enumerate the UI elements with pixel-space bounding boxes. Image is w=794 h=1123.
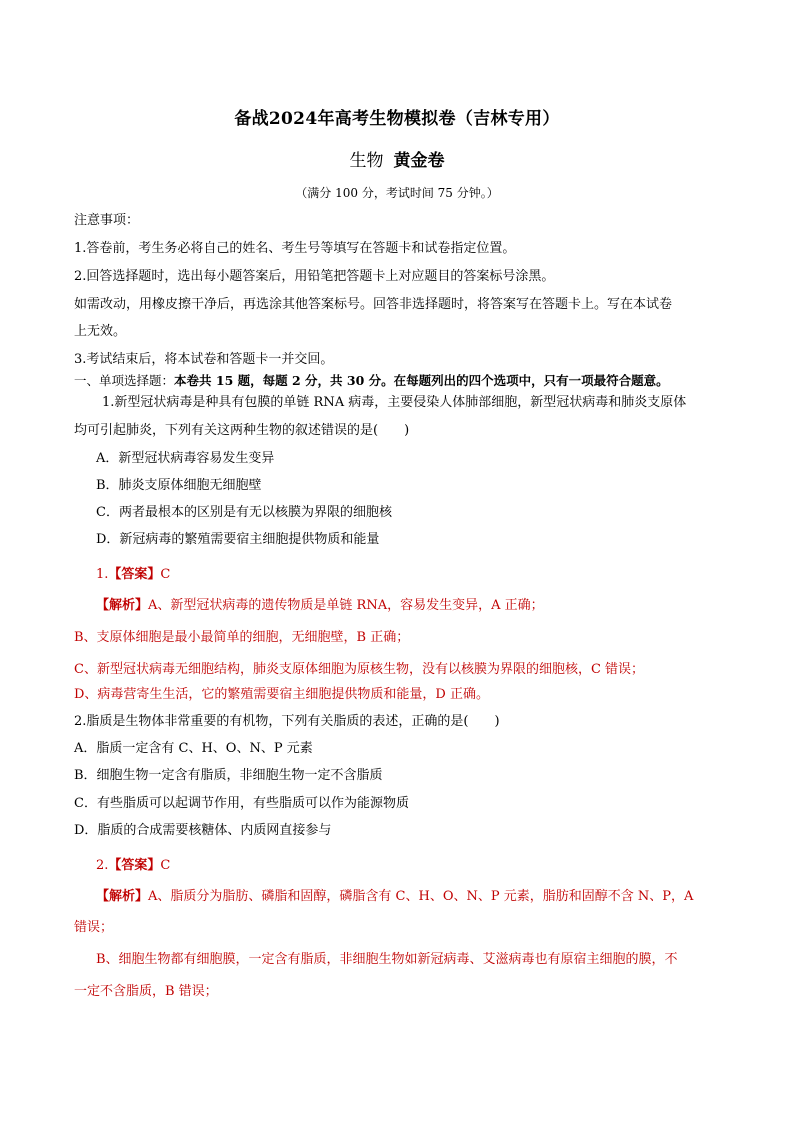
q1-option-c: C．两者最根本的区别是有无以核膜为界限的细胞核 <box>96 505 392 520</box>
q2-analysis <box>96 888 693 906</box>
q2-analysis-a: A、脂质分为脂肪、磷脂和固醇，磷脂含有 C、H、O、N、P 元素，脂肪和固醇不含 N、P，A <box>148 889 694 904</box>
section-1-rule: 本卷共 15 题，每题 2 分，共 30 分。在每题列出的 <box>174 373 469 388</box>
q2-answer-value: C <box>160 858 171 873</box>
q1-analysis-d: D、病毒营寄生生活，它的繁殖需要宿主细胞提供物质和能量，D 正确。 <box>74 687 489 702</box>
q2-option-c: C．有些脂质可以起调节作用，有些脂质可以作为能源物质 <box>74 796 409 811</box>
q2-analysis-a-continued: 错误； <box>74 920 114 935</box>
q1-analysis-tag: 【解析】 <box>96 598 149 613</box>
q2-answer-tag: 【答案】 <box>108 858 161 873</box>
q1-analysis <box>96 597 544 615</box>
section-1-rule-end: ，只有一项最符合题意。 <box>531 373 669 388</box>
note-item-2-end: 上无效。 <box>74 324 127 339</box>
q2-option-d: D．脂质的合成需要核糖体、内质网直接参与 <box>74 823 332 838</box>
q2-analysis-b-continued: 一定不含脂质，B 错误； <box>74 984 218 999</box>
section-1-heading <box>74 372 669 390</box>
q1-option-a: A．新型冠状病毒容易发生变异 <box>96 451 275 466</box>
q2-answer-number: 2. <box>96 858 109 873</box>
edition-label: 黄金卷 <box>393 151 445 171</box>
q1-analysis-a: A、新型冠状病毒的遗传物质是单链 RNA，容易发生变异，A 正确； <box>148 598 544 613</box>
q1-answer-tag: 【答案】 <box>108 567 161 582</box>
note-item-2-continued: 如需改动，用橡皮擦干净后，再选涂其他答案标号。回答非选择题时，将答案写在答题卡上。写在本试卷 <box>74 297 673 312</box>
q1-answer-value: C <box>160 567 171 582</box>
q1-answer-number: 1. <box>96 567 109 582</box>
q1-analysis-b: B、支原体细胞是最小最简单的细胞，无细胞壁，B 正确； <box>74 630 410 645</box>
q1-option-d: D．新冠病毒的繁殖需要宿主细胞提供物质和能量 <box>96 532 380 547</box>
q1-answer <box>96 566 170 584</box>
q2-analysis-tag: 【解析】 <box>96 889 149 904</box>
q1-stem: 1.新型冠状病毒是种具有包膜的单链 RNA 病毒，主要侵染人体肺部细胞，新型冠状病毒和肺炎支原体 <box>102 395 687 410</box>
q2-analysis-b: B、细胞生物都有细胞膜，一定含有脂质，非细胞生物如新冠病毒、艾滋病毒也有原宿主细胞的膜，不 <box>96 952 678 967</box>
section-1-rule-emph: 四个选项中 <box>468 373 532 388</box>
q1-stem-continued: 均可引起肺炎，下列有关这两种生物的叙述错误的是( ) <box>74 423 410 438</box>
notes-heading: 注意事项： <box>74 213 140 228</box>
q1-option-b: B．肺炎支原体细胞无细胞壁 <box>96 478 262 493</box>
note-item-3: 3.考试结束后，将本试卷和答题卡一并交回。 <box>74 352 334 367</box>
note-item-1: 1.答卷前，考生务必将自己的姓名、考生号等填写在答题卡和试卷指定位置。 <box>74 241 516 256</box>
q2-option-b: B．细胞生物一定含有脂质，非细胞生物一定不含脂质 <box>74 768 383 783</box>
exam-subtitle <box>0 146 794 171</box>
q1-analysis-c: C、新型冠状病毒无细胞结构，肺炎支原体细胞为原核生物，没有以核膜为界限的细胞核，C 错误； <box>74 662 645 677</box>
exam-title: 备战2024年高考生物模拟卷（吉林专用） <box>234 109 560 129</box>
exam-meta: （满分 100 分，考试时间 75 分钟。） <box>295 186 499 200</box>
q2-option-a: A．脂质一定含有 C、H、O、N、P 元素 <box>74 741 313 756</box>
note-item-2: 2.回答选择题时，选出每小题答案后，用铅笔把答题卡上对应题目的答案标号涂黑。 <box>74 269 555 284</box>
section-1-prefix: 一、单项选择题： <box>74 373 175 388</box>
subject-label: 生物 <box>349 151 384 171</box>
q2-answer <box>96 857 170 875</box>
q2-stem: 2.脂质是生物体非常重要的有机物，下列有关脂质的表述，正确的是( ) <box>74 714 500 729</box>
